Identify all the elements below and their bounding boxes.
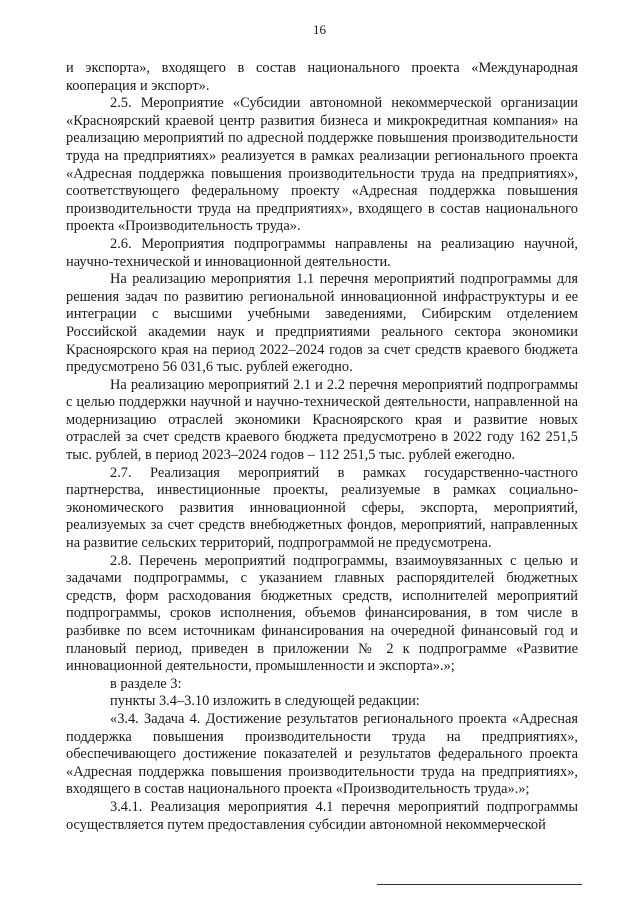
paragraph-continuation: и экспорта», входящего в состав национального проекта «Международная кооперация и экспорт». bbox=[66, 60, 578, 94]
paragraph-2-8: 2.8. Перечень мероприятий подпрограммы, взаимоувязанных с целью и задачами подпрограммы, с указанием главных распорядителей бюджетных средств, форм расходования бюджетных средств, исполнителей мероприятий подпрограммы, сроков исполнения, объемов финансирования, в том числе в разбивке по всем источникам финансирования на очередной финансовый год и плановый период, приведен в приложении № 2 к подпрограмме «Развитие инновационной деятельности, промышленности и экспорта».»; bbox=[66, 552, 578, 675]
paragraph-3-4-1: 3.4.1. Реализация мероприятия 4.1 перечня мероприятий подпрограммы осуществляется путем предоставления субсидии автономной некоммерческой bbox=[66, 798, 578, 833]
paragraph-2-5: 2.5. Мероприятие «Субсидии автономной некоммерческой организации «Красноярский краевой центр развития бизнеса и микрокредитная компания» на реализацию мероприятий по адресной поддержке повышения производительности труда на предприятиях» реализуется в рамках реализации регионального проекта «Адресная поддержка повышения производительности труда на предприятиях», соответствующего федеральному проекту «Адресная поддержка повышения производительности труда на предприятиях», входящего в состав национального проекта «Производительность труда». bbox=[66, 95, 578, 235]
paragraph-items-3-4-3-10: пункты 3.4–3.10 изложить в следующей редакции: bbox=[110, 693, 420, 710]
document-body bbox=[66, 60, 578, 834]
paragraph-2-7: 2.7. Реализация мероприятий в рамках государственно-частного партнерства, инвестиционные проекты, реализуемые в рамках социально-экономического развития инновационной сферы, экспорта, мероприятий, реализуемых за счет средств внебюджетных фондов, мероприятий, направленных на развитие сельских территорий, подпрограммой не предусмотрена. bbox=[66, 464, 578, 552]
page-number: 16 bbox=[313, 22, 326, 37]
paragraph-measures-2-1-2-2: На реализацию мероприятий 2.1 и 2.2 перечня мероприятий подпрограммы с целью поддержки научной и научно-технической деятельности, направленной на модернизацию отраслей экономики Красноярского края и развитие новых отраслей за счет средств краевого бюджета предусмотрено в 2022 году 162 251,5 тыс. рублей, в период 2023–2024 годов – 112 251,5 тыс. рублей ежегодно. bbox=[66, 376, 578, 464]
paragraph-2-6: 2.6. Мероприятия подпрограммы направлены на реализацию научной, научно-технической и инновационной деятельности. bbox=[66, 235, 578, 270]
paragraph-3-4: «3.4. Задача 4. Достижение результатов регионального проекта «Адресная поддержка повышения производительности труда на предприятиях», обеспечивающего достижение показателей и результатов федерального проекта «Адресная поддержка повышения производительности труда на предприятиях», входящего в состав национального проекта «Производительность труда».»; bbox=[66, 710, 578, 798]
footer-rule bbox=[377, 884, 582, 885]
paragraph-measure-1-1: На реализацию мероприятия 1.1 перечня мероприятий подпрограммы для решения задач по развитию региональной инновационной инфраструктуры и ее интеграции с высшими учебными заведениями, Сибирским отделением Российской академии наук и предприятиями реального сектора экономики Красноярского края на период 2022–2024 годов за счет средств краевого бюджета предусмотрено 56 031,6 тыс. рублей ежегодно. bbox=[66, 271, 578, 376]
paragraph-section-3: в разделе 3: bbox=[110, 675, 182, 692]
